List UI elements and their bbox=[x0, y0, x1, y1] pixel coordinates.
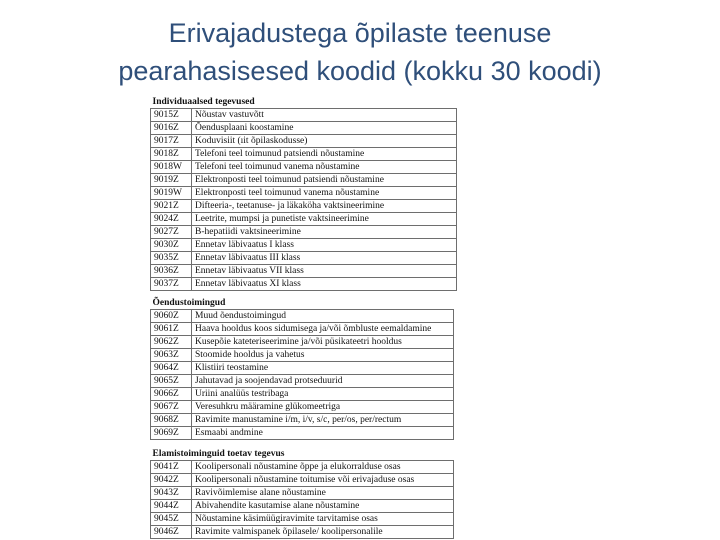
service-description: Esmaabi andmine bbox=[192, 427, 454, 440]
service-description: Stoomide hooldus ja vahetus bbox=[192, 349, 454, 362]
table-row bbox=[151, 375, 454, 388]
service-code: 9041Z bbox=[151, 461, 192, 474]
table-row bbox=[151, 362, 454, 375]
service-description: Koolipersonali nõustamine õppe ja elukorralduse osas bbox=[192, 461, 454, 474]
table-row bbox=[151, 323, 454, 336]
service-code: 9045Z bbox=[151, 513, 192, 526]
service-description: Ennetav läbivaatus III klass bbox=[192, 252, 457, 265]
table-row bbox=[151, 336, 454, 349]
daily-living-support-table bbox=[150, 447, 454, 539]
service-description: Telefoni teel toimunud vanema nõustamine bbox=[192, 161, 457, 174]
table-row bbox=[151, 109, 457, 122]
table-header: Elamistoiminguid toetav tegevus bbox=[151, 447, 454, 461]
table-row bbox=[151, 388, 454, 401]
service-code: 9044Z bbox=[151, 500, 192, 513]
service-code: 9018Z bbox=[151, 148, 192, 161]
table-row bbox=[151, 135, 457, 148]
nursing-procedures-table bbox=[150, 296, 454, 440]
service-description: Ravimite manustamine i/m, i/v, s/c, per/os, per/rectum bbox=[192, 414, 454, 427]
service-code: 9063Z bbox=[151, 349, 192, 362]
table-header: Individuaalsed tegevused bbox=[151, 95, 457, 109]
table-row bbox=[151, 122, 457, 135]
service-description: Elektronposti teel toimunud patsiendi nõustamine bbox=[192, 174, 457, 187]
table-row bbox=[151, 252, 457, 265]
service-description: Haava hooldus koos sidumisega ja/või õmbluste eemaldamine bbox=[192, 323, 454, 336]
table-row bbox=[151, 213, 457, 226]
service-description: Ravimite valmispanek õpilasele/ koolipersonalile bbox=[192, 526, 454, 539]
table-row bbox=[151, 474, 454, 487]
service-code: 9024Z bbox=[151, 213, 192, 226]
service-code: 9046Z bbox=[151, 526, 192, 539]
service-code: 9018W bbox=[151, 161, 192, 174]
table-row bbox=[151, 174, 457, 187]
table-row bbox=[151, 513, 454, 526]
table-row bbox=[151, 148, 457, 161]
service-code: 9062Z bbox=[151, 336, 192, 349]
service-description: Ravivõimlemise alane nõustamine bbox=[192, 487, 454, 500]
service-code: 9019W bbox=[151, 187, 192, 200]
service-code: 9017Z bbox=[151, 135, 192, 148]
table-row bbox=[151, 500, 454, 513]
service-code: 9065Z bbox=[151, 375, 192, 388]
table-row bbox=[151, 310, 454, 323]
table-row bbox=[151, 161, 457, 174]
table-row bbox=[151, 349, 454, 362]
service-description: B-hepatiidi vaktsineerimine bbox=[192, 226, 457, 239]
service-description: Uriini analüüs testribaga bbox=[192, 388, 454, 401]
service-description: Koduvisiit (ıit õpilaskodusse) bbox=[192, 135, 457, 148]
service-code: 9066Z bbox=[151, 388, 192, 401]
service-code: 9037Z bbox=[151, 278, 192, 291]
service-description: Leetrite, mumpsi ja punetiste vaktsineerimine bbox=[192, 213, 457, 226]
table-row bbox=[151, 461, 454, 474]
table-row bbox=[151, 414, 454, 427]
slide-title bbox=[0, 14, 720, 90]
slide-title-line2: pearahasisesed koodid (kokku 30 koodi) bbox=[118, 56, 602, 86]
table-row bbox=[151, 427, 454, 440]
table-row bbox=[151, 239, 457, 252]
table-row bbox=[151, 265, 457, 278]
service-code: 9067Z bbox=[151, 401, 192, 414]
service-description: Abivahendite kasutamise alane nõustamine bbox=[192, 500, 454, 513]
service-description: Veresuhkru määramine glükomeetriga bbox=[192, 401, 454, 414]
service-description: Ennetav läbivaatus VII klass bbox=[192, 265, 457, 278]
service-code: 9016Z bbox=[151, 122, 192, 135]
service-description: Ennetav läbivaatus XI klass bbox=[192, 278, 457, 291]
service-code: 9042Z bbox=[151, 474, 192, 487]
service-description: Nõustav vastuvõtt bbox=[192, 109, 457, 122]
service-code: 9064Z bbox=[151, 362, 192, 375]
service-description: Klistiiri teostamine bbox=[192, 362, 454, 375]
individual-activities-table bbox=[150, 95, 457, 291]
table-row bbox=[151, 200, 457, 213]
service-code: 9015Z bbox=[151, 109, 192, 122]
service-description: Elektronposti teel toimunud vanema nõustamine bbox=[192, 187, 457, 200]
table-header: Õendustoimingud bbox=[151, 296, 454, 310]
service-code: 9019Z bbox=[151, 174, 192, 187]
service-description: Difteeria-, teetanuse- ja läkaköha vaktsineerimine bbox=[192, 200, 457, 213]
service-code: 9061Z bbox=[151, 323, 192, 336]
service-code: 9068Z bbox=[151, 414, 192, 427]
service-code: 9036Z bbox=[151, 265, 192, 278]
service-description: Jahutavad ja soojendavad protseduurid bbox=[192, 375, 454, 388]
service-code: 9069Z bbox=[151, 427, 192, 440]
service-description: Telefoni teel toimunud patsiendi nõustamine bbox=[192, 148, 457, 161]
table-row bbox=[151, 226, 457, 239]
service-code: 9021Z bbox=[151, 200, 192, 213]
table-row bbox=[151, 526, 454, 539]
table-row bbox=[151, 187, 457, 200]
table-row bbox=[151, 278, 457, 291]
service-description: Koolipersonali nõustamine toitumise või erivajaduse osas bbox=[192, 474, 454, 487]
service-code: 9035Z bbox=[151, 252, 192, 265]
table-row bbox=[151, 487, 454, 500]
service-code: 9030Z bbox=[151, 239, 192, 252]
service-description: Muud õendustoimingud bbox=[192, 310, 454, 323]
slide-title-line1: Erivajadustega õpilaste teenuse bbox=[168, 18, 552, 48]
service-description: Kusepõie kateteriseerimine ja/või püsikateetri hooldus bbox=[192, 336, 454, 349]
service-code: 9043Z bbox=[151, 487, 192, 500]
service-description: Ennetav läbivaatus I klass bbox=[192, 239, 457, 252]
service-code: 9060Z bbox=[151, 310, 192, 323]
service-code: 9027Z bbox=[151, 226, 192, 239]
table-row bbox=[151, 401, 454, 414]
service-description: Nõustamine käsimüügiravimite tarvitamise osas bbox=[192, 513, 454, 526]
service-description: Õendusplaani koostamine bbox=[192, 122, 457, 135]
